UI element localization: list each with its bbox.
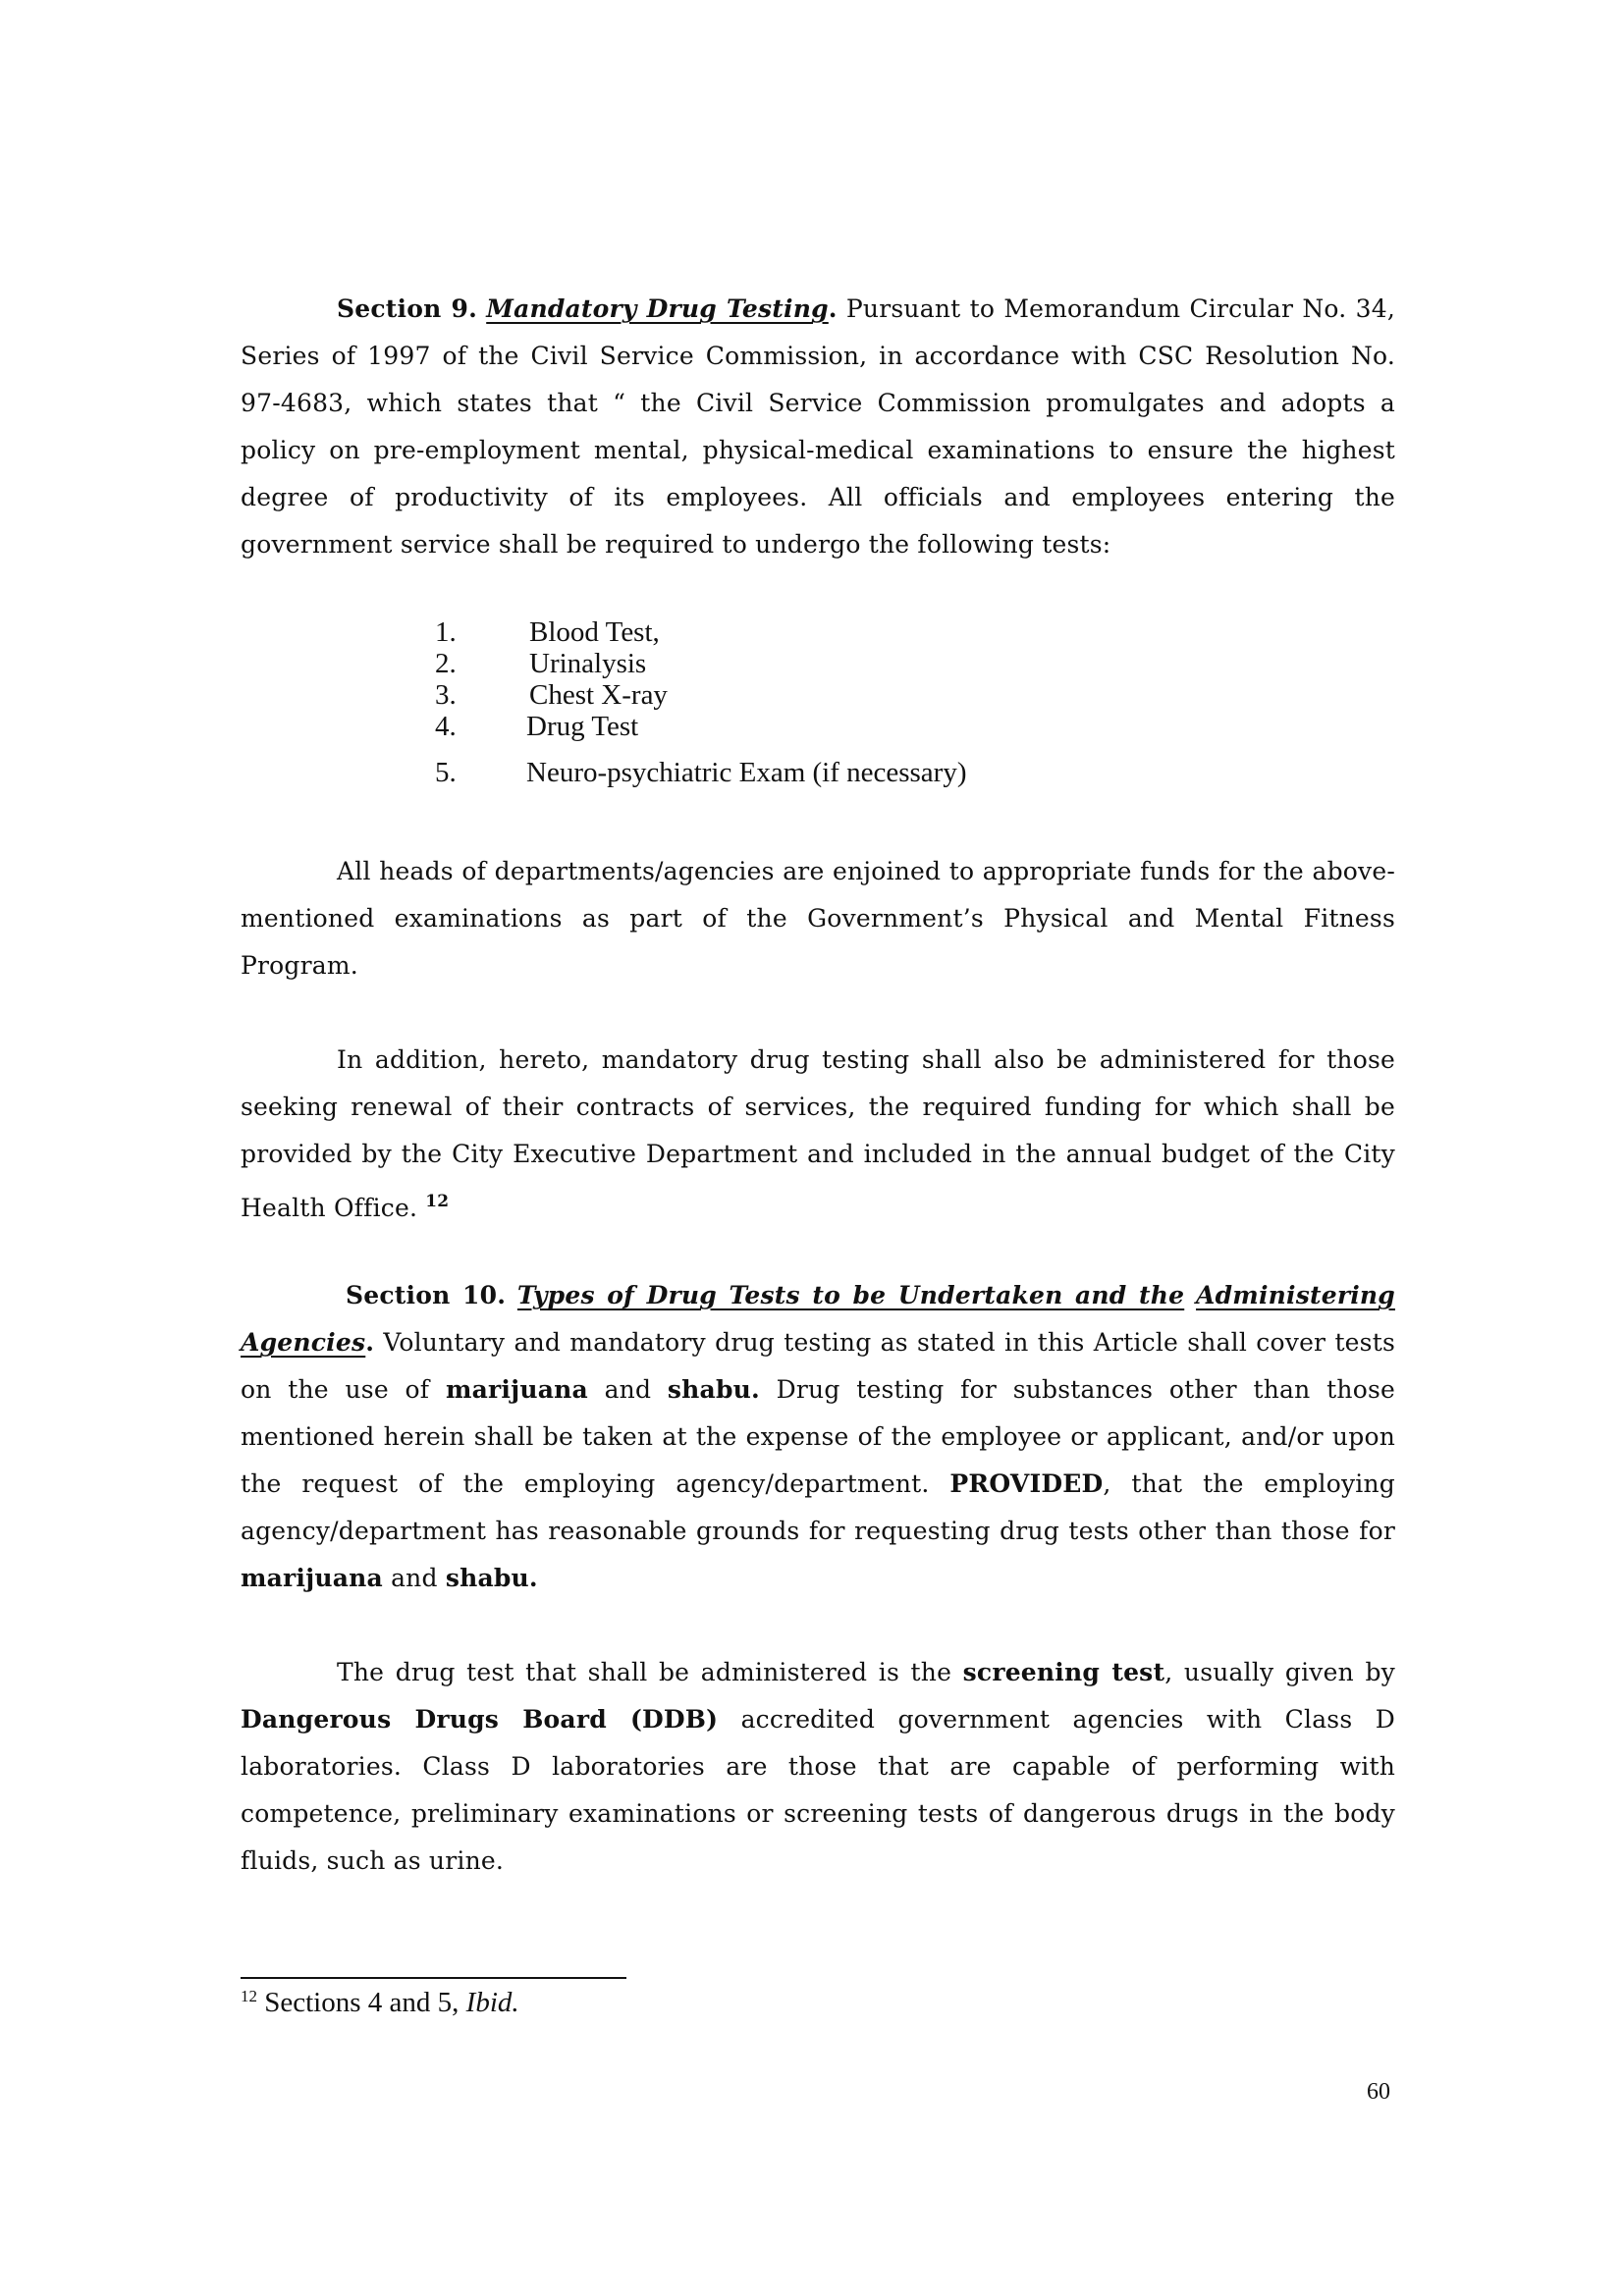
list-item-label: Chest X-ray: [529, 679, 668, 711]
footnote-reference: 12: [425, 1192, 450, 1211]
section-10-title-agencies: Agencies: [241, 1328, 366, 1357]
section-9-label: Section 9.: [337, 294, 477, 323]
term-ddb: Dangerous Drugs Board (DDB): [241, 1705, 719, 1734]
list-item-number: 4.: [435, 711, 457, 742]
list-item-number: 2.: [435, 648, 457, 679]
section-10-text-2: Drug testing for substances other than those mentioned herein shall be taken at the expense of the employee or applicant, and/or upon the request of the employing agency/department.: [241, 1375, 1395, 1498]
funding-text: All heads of departments/agencies are enjoined to appropriate funds for the above-mentioned examinations as part of the Government’s Physical and Mental Fitness Program.: [241, 857, 1395, 980]
term-shabu: shabu.: [667, 1375, 760, 1404]
footnote-ibid: Ibid.: [465, 1987, 519, 2018]
term-provided: PROVIDED: [949, 1469, 1104, 1498]
section-10-label: Section 10.: [346, 1281, 507, 1309]
section-10-and-2: and: [382, 1564, 446, 1592]
section-9-paragraph: [241, 286, 1395, 568]
term-screening-test: screening test: [962, 1658, 1165, 1686]
footnote-number: 12: [241, 1987, 257, 2005]
footnote-text: Sections 4 and 5,: [257, 1987, 466, 2018]
screening-text-1: The drug test that shall be administered is the: [337, 1658, 963, 1686]
section-9-title-period: .: [828, 294, 838, 323]
list-item-number: 3.: [435, 679, 457, 711]
page-number: 60: [1367, 2079, 1390, 2105]
list-item-number: 1.: [435, 616, 457, 648]
renewal-text: In addition, hereto, mandatory drug testing shall also be administered for those seeking renewal of their contracts of services, the required funding for which shall be provided by the City Executive Department and included in the annual budget of the City Health Office.: [241, 1045, 1395, 1222]
term-marijuana-2: marijuana: [241, 1564, 383, 1592]
term-shabu-2: shabu.: [445, 1564, 538, 1592]
list-item-label: Urinalysis: [529, 648, 647, 679]
screening-paragraph: [241, 1649, 1395, 1885]
renewal-paragraph: [241, 1037, 1395, 1232]
section-10-and-1: and: [587, 1375, 668, 1404]
screening-text-3: accredited government agencies with Class D laboratories. Class D laboratories are those that are capable of performing with competence, preliminary examinations or screening tests of dangerous drugs in the body fluids, such as urine.: [241, 1705, 1395, 1875]
section-10-title-administering: Administering: [1196, 1281, 1395, 1309]
section-10-title: Types of Drug Tests to be Undertaken and the: [516, 1281, 1185, 1309]
list-item-label: Neuro-psychiatric Exam (if necessary): [526, 757, 967, 788]
section-10-text-3: , that the employing agency/department has reasonable grounds for requesting drug tests other than those for: [241, 1469, 1395, 1545]
term-marijuana: marijuana: [445, 1375, 588, 1404]
list-item-label: Blood Test,: [529, 616, 660, 648]
section-10-text-1: Voluntary and mandatory drug testing as stated in this Article shall cover tests on the use of: [241, 1328, 1395, 1404]
footnote: [241, 1987, 519, 2019]
section-10-title-period: .: [365, 1328, 375, 1357]
screening-text-2: , usually given by: [1164, 1658, 1395, 1686]
section-10-paragraph: [241, 1272, 1395, 1602]
section-9-body: Pursuant to Memorandum Circular No. 34, Series of 1997 of the Civil Service Commission, in accordance with CSC Resolution No. 97-4683, which states that “ the Civil Service Commission promulgates and adopts a policy on pre-employment mental, physical-medical examinations to ensure the highest degree of productivity of its employees. All officials and employees entering the government service shall be required to undergo the following tests:: [241, 294, 1395, 559]
section-9-title: Mandatory Drug Testing: [486, 294, 829, 323]
list-item-label: Drug Test: [526, 711, 639, 742]
list-item-number: 5.: [435, 757, 457, 788]
funding-paragraph: [241, 848, 1395, 989]
footnote-separator: [241, 1977, 626, 1979]
